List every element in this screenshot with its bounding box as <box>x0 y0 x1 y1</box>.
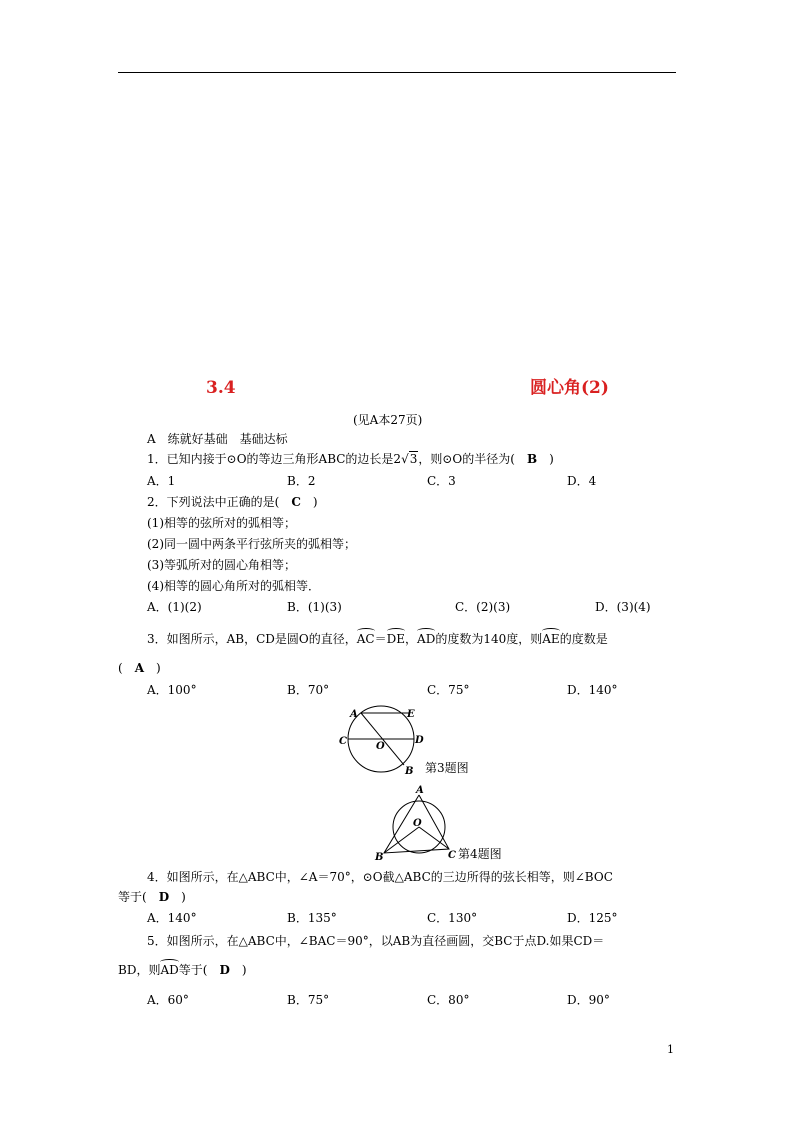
question-5-answer-line: BD，则AD等于( D ) <box>118 963 247 977</box>
figure-3-diagram <box>336 702 426 778</box>
q2-statement-4: (4)相等的圆心角所对的弧相等． <box>147 579 320 593</box>
question-2-stem: 2．下列说法中正确的是( C ) <box>147 495 318 509</box>
header-rule <box>118 72 676 73</box>
figure-4-caption: 第4题图 <box>458 847 502 861</box>
q2-statement-1: (1)相等的弦所对的弧相等； <box>147 516 296 530</box>
q1-option-d: D．4 <box>567 474 597 488</box>
q1-option-a: A．1 <box>147 474 176 488</box>
label-c4: C <box>448 850 456 861</box>
answer-4: D <box>158 890 170 904</box>
q2-option-a: A．(1)(2) <box>147 600 202 614</box>
section-a-heading: A 练就好基础 基础达标 <box>147 432 288 446</box>
q5-option-a: A．60° <box>147 993 189 1007</box>
q1-option-b: B．2 <box>287 474 316 488</box>
arc-ae: AE <box>542 632 560 646</box>
q4-option-d: D．125° <box>567 911 618 925</box>
label-c: C <box>339 736 347 747</box>
q2-option-b: B．(1)(3) <box>287 600 342 614</box>
q3-option-b: B．70° <box>287 683 330 697</box>
question-4-answer-line: 等于( D ) <box>118 890 186 904</box>
label-a: A <box>350 709 358 720</box>
segment-ob <box>384 827 419 853</box>
label-o4: O <box>413 818 422 829</box>
q2-statement-2: (2)同一圆中两条平行弦所夹的弧相等； <box>147 537 356 551</box>
q2-option-d: D．(3)(4) <box>595 600 651 614</box>
q3-option-a: A．100° <box>147 683 197 697</box>
figure-4-diagram <box>370 782 454 864</box>
question-3-answer-line: ( A ) <box>118 661 161 675</box>
q5-option-c: C．80° <box>427 993 470 1007</box>
figure-3-caption: 第3题图 <box>425 761 469 775</box>
q4-option-c: C．130° <box>427 911 478 925</box>
q4-option-b: B．135° <box>287 911 337 925</box>
q5-option-b: B．75° <box>287 993 330 1007</box>
label-b: B <box>405 766 414 777</box>
arc-de: DE <box>386 632 406 646</box>
q3-option-d: D．140° <box>567 683 618 697</box>
question-3-stem: 3．如图所示，AB，CD是圆O的直径，AC＝DE，AD的度数为140度，则AE的度数是 <box>147 632 608 646</box>
label-e: E <box>407 709 415 720</box>
answer-1: B <box>526 452 538 466</box>
section-number: 3.4 <box>206 378 236 398</box>
page-number: 1 <box>667 1043 674 1056</box>
question-1-stem: 1．已知内接于⊙O的等边三角形ABC的边长是2√3，则⊙O的半径为( B ) <box>147 452 554 466</box>
q2-option-c: C．(2)(3) <box>455 600 511 614</box>
arc-ac: AC <box>356 632 375 646</box>
q5-option-d: D．90° <box>567 993 610 1007</box>
label-a4: A <box>416 785 424 796</box>
answer-2: C <box>291 495 301 509</box>
q4-option-a: A．140° <box>147 911 197 925</box>
q2-statement-3: (3)等弧所对的圆心角相等； <box>147 558 296 572</box>
arc-ad: AD <box>417 632 436 646</box>
sqrt-symbol: √ <box>401 452 409 466</box>
section-title: 圆心角(2) <box>530 378 609 398</box>
q1-option-c: C．3 <box>427 474 456 488</box>
label-d: D <box>415 735 424 746</box>
q3-option-c: C．75° <box>427 683 470 697</box>
label-o: O <box>376 741 385 752</box>
answer-3: A <box>134 661 144 675</box>
arc-ad-q5: AD <box>160 963 179 977</box>
question-4-stem: 4．如图所示，在△ABC中，∠A＝70°，⊙O截△ABC的三边所得的弦长相等，则∠BOC <box>147 870 613 884</box>
label-b4: B <box>375 852 384 863</box>
question-5-stem: 5．如图所示，在△ABC中，∠BAC＝90°，以AB为直径画圆，交BC于点D.如果CD＝ <box>147 934 605 948</box>
page-reference: (见A本27页) <box>353 413 423 427</box>
answer-5: D <box>219 963 230 977</box>
